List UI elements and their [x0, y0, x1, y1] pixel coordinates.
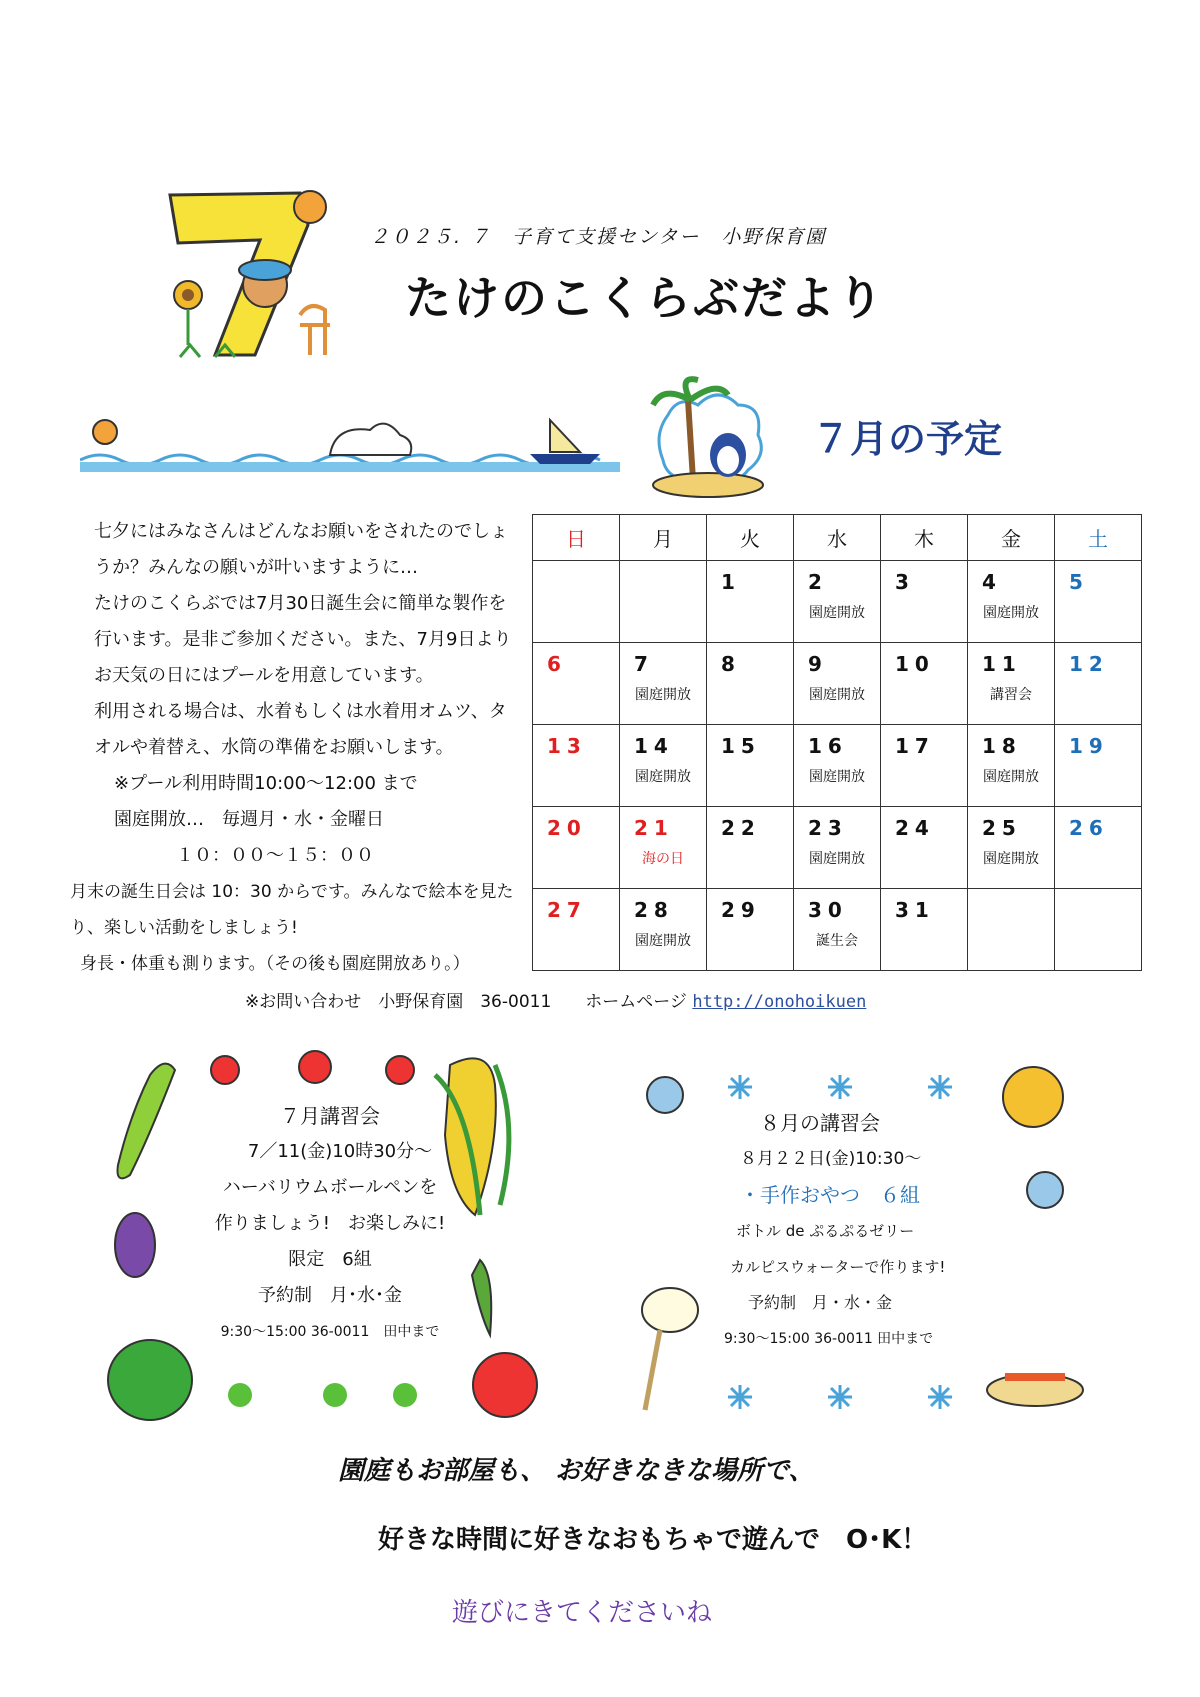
- calendar-day-cell: [1055, 643, 1142, 725]
- calendar-day-cell: [707, 561, 794, 643]
- july-workshop-contact: 9:30～15:00 36-0011 田中まで: [220, 1324, 440, 1340]
- homepage-link[interactable]: http://onohoikuen: [692, 992, 867, 1012]
- day-number: 26: [1069, 816, 1109, 840]
- calendar-day-cell: [707, 725, 794, 807]
- pool-time: ※プール利用時間10:00～12:00 まで: [114, 773, 418, 794]
- day-number: 2: [808, 570, 828, 594]
- footer-line-3: 遊びにきてくださいね: [452, 1598, 713, 1628]
- day-number: 9: [808, 652, 828, 676]
- calendar-day-cell: [533, 889, 620, 971]
- day-event-note: 園庭開放: [635, 933, 691, 949]
- day-number: 16: [808, 734, 848, 758]
- calendar-day-cell: [707, 889, 794, 971]
- day-number: 19: [1069, 734, 1109, 758]
- calendar-day-cell: [533, 725, 620, 807]
- calendar-day-cell: [794, 725, 881, 807]
- calendar-day-cell: [620, 807, 707, 889]
- intro-paragraph-2: たけのこくらぶでは7月30日誕生会に簡単な製作を行います。是非ご参加ください。また、7月9日よりお天気の日にはプールを用意しています。: [94, 593, 512, 686]
- day-event-note: 講習会: [990, 687, 1032, 703]
- calendar-day-cell: [881, 807, 968, 889]
- day-number: 27: [547, 898, 587, 922]
- weekday-header: 水: [794, 515, 881, 561]
- july-logo-illustration: [160, 185, 350, 365]
- calendar-day-cell: [968, 807, 1055, 889]
- august-workshop-line2: カルピスウォーターで作ります!: [730, 1258, 946, 1276]
- august-workshop-contact: 9:30～15:00 36-0011 田中まで: [724, 1331, 934, 1347]
- garden-days: 園庭開放… 毎週月・水・金曜日: [114, 809, 384, 830]
- day-event-note: 園庭開放: [983, 851, 1039, 867]
- july-workshop-line2: 作りましょう! お楽しみに!: [214, 1213, 446, 1234]
- day-number: 3: [895, 570, 915, 594]
- day-number: 24: [895, 816, 935, 840]
- day-number: 17: [895, 734, 935, 758]
- weekday-header: 火: [707, 515, 794, 561]
- calendar-day-cell: [620, 725, 707, 807]
- calendar-week-row: [533, 807, 1142, 889]
- calendar-day-cell: [794, 807, 881, 889]
- calendar-day-cell: [1055, 807, 1142, 889]
- day-number: [968, 889, 1054, 898]
- calendar-day-cell: [1055, 889, 1142, 971]
- august-workshop-date: ８月２２日(金)10:30～: [740, 1149, 922, 1169]
- day-number: 1: [721, 570, 741, 594]
- calendar-day-cell: [1055, 561, 1142, 643]
- weekday-header: 日: [533, 515, 620, 561]
- calendar-week-row: [533, 889, 1142, 971]
- day-number: 6: [547, 652, 567, 676]
- calendar-day-cell: [533, 643, 620, 725]
- contact-text: ※お問い合わせ 小野保育園 36-0011 ホームページ: [245, 992, 687, 1012]
- august-workshop-reservation: 予約制 月・水・金: [748, 1293, 893, 1312]
- day-number: 12: [1069, 652, 1109, 676]
- august-workshop-title: ８月の講習会: [760, 1111, 880, 1135]
- sea-banner-illustration: [80, 410, 620, 475]
- day-number: 29: [721, 898, 761, 922]
- calendar-day-cell: [968, 643, 1055, 725]
- newsletter-title: たけのこくらぶだより: [405, 271, 885, 325]
- day-number: 18: [982, 734, 1022, 758]
- day-number: 23: [808, 816, 848, 840]
- day-number: 31: [895, 898, 935, 922]
- calendar-day-cell: [707, 643, 794, 725]
- day-number: 21: [634, 816, 674, 840]
- august-workshop-line1: ボトル de ぷるぷるゼリー: [736, 1222, 915, 1240]
- weekday-header: 金: [968, 515, 1055, 561]
- intro-text: [70, 514, 520, 982]
- day-number: [620, 561, 706, 570]
- day-number: 22: [721, 816, 761, 840]
- day-event-note: 園庭開放: [635, 769, 691, 785]
- july-calendar: [532, 514, 1142, 971]
- day-number: 28: [634, 898, 674, 922]
- intro-paragraph-3: 利用される場合は、水着もしくは水着用オムツ、タオルや着替え、水筒の準備をお願いします。: [94, 701, 507, 758]
- july-workshop-line1: ハーバリウムボールペンを: [222, 1177, 438, 1198]
- calendar-day-cell: [881, 561, 968, 643]
- calendar-day-cell: [881, 643, 968, 725]
- day-number: 25: [982, 816, 1022, 840]
- day-event-note: 園庭開放: [983, 605, 1039, 621]
- day-number: 13: [547, 734, 587, 758]
- calendar-week-row: [533, 561, 1142, 643]
- calendar-week-row: [533, 725, 1142, 807]
- intro-paragraph-5: 身長・体重も測ります。（その後も園庭開放あり。）: [80, 954, 470, 974]
- july-workshop-title: ７月講習会: [280, 1104, 380, 1128]
- day-number: 30: [808, 898, 848, 922]
- calendar-day-cell: [881, 889, 968, 971]
- weekday-header: 土: [1055, 515, 1142, 561]
- calendar-day-cell: [968, 889, 1055, 971]
- day-number: 8: [721, 652, 741, 676]
- calendar-week-row: [533, 643, 1142, 725]
- day-number: 14: [634, 734, 674, 758]
- calendar-day-cell: [707, 807, 794, 889]
- day-event-note: 園庭開放: [983, 769, 1039, 785]
- island-penguin-illustration: [648, 375, 778, 500]
- day-number: [1055, 889, 1141, 898]
- calendar-day-cell: [533, 561, 620, 643]
- day-number: 7: [634, 652, 654, 676]
- day-event-note: 園庭開放: [809, 769, 865, 785]
- day-event-note: 園庭開放: [809, 605, 865, 621]
- day-event-note: 誕生会: [816, 933, 858, 949]
- calendar-day-cell: [794, 889, 881, 971]
- day-number: 15: [721, 734, 761, 758]
- calendar-day-cell: [881, 725, 968, 807]
- day-number: 10: [895, 652, 935, 676]
- day-event-note: 園庭開放: [809, 851, 865, 867]
- day-number: [533, 561, 619, 570]
- calendar-day-cell: [794, 561, 881, 643]
- day-event-note: 園庭開放: [809, 687, 865, 703]
- calendar-day-cell: [620, 561, 707, 643]
- intro-paragraph-4: 月末の誕生日会は 10：30 からです。みんなで絵本を見たり、楽しい活動をしましょう!: [70, 882, 514, 938]
- calendar-day-cell: [968, 561, 1055, 643]
- day-number: 4: [982, 570, 1002, 594]
- august-workshop: [700, 1105, 1020, 1357]
- july-workshop: [180, 1098, 480, 1350]
- footer-line-1: 園庭もお部屋も、 お好きなきな場所で、: [338, 1456, 815, 1486]
- schedule-title: ７月の予定: [812, 417, 1003, 461]
- calendar-day-cell: [533, 807, 620, 889]
- weekday-header: 月: [620, 515, 707, 561]
- garden-time: １０：００～１５：００: [176, 845, 374, 866]
- header-subtitle: ２０２５. ７ 子育て支援センター 小野保育園: [370, 226, 827, 248]
- calendar-header-row: [533, 515, 1142, 561]
- calendar-day-cell: [968, 725, 1055, 807]
- july-workshop-limit: 限定 6組: [288, 1249, 372, 1270]
- contact-line: [245, 987, 866, 1012]
- day-event-note: 園庭開放: [635, 687, 691, 703]
- august-workshop-item: ・手作おやつ ６組: [740, 1183, 920, 1207]
- july-workshop-date: 7／11(金)10時30分～: [247, 1141, 433, 1162]
- day-number: 20: [547, 816, 587, 840]
- calendar-day-cell: [1055, 725, 1142, 807]
- day-event-note: 海の日: [642, 851, 684, 867]
- intro-paragraph-1: 七夕にはみなさんはどんなお願いをされたのでしょうか？みんなの願いが叶いますように…: [94, 521, 508, 578]
- calendar-day-cell: [794, 643, 881, 725]
- day-number: 11: [982, 652, 1022, 676]
- calendar-day-cell: [620, 889, 707, 971]
- july-workshop-reservation: 予約制 月･水･金: [258, 1285, 402, 1306]
- footer-line-2: 好きな時間に好きなおもちゃで遊んで O･K！: [378, 1525, 928, 1555]
- weekday-header: 木: [881, 515, 968, 561]
- day-number: 5: [1069, 570, 1089, 594]
- calendar-day-cell: [620, 643, 707, 725]
